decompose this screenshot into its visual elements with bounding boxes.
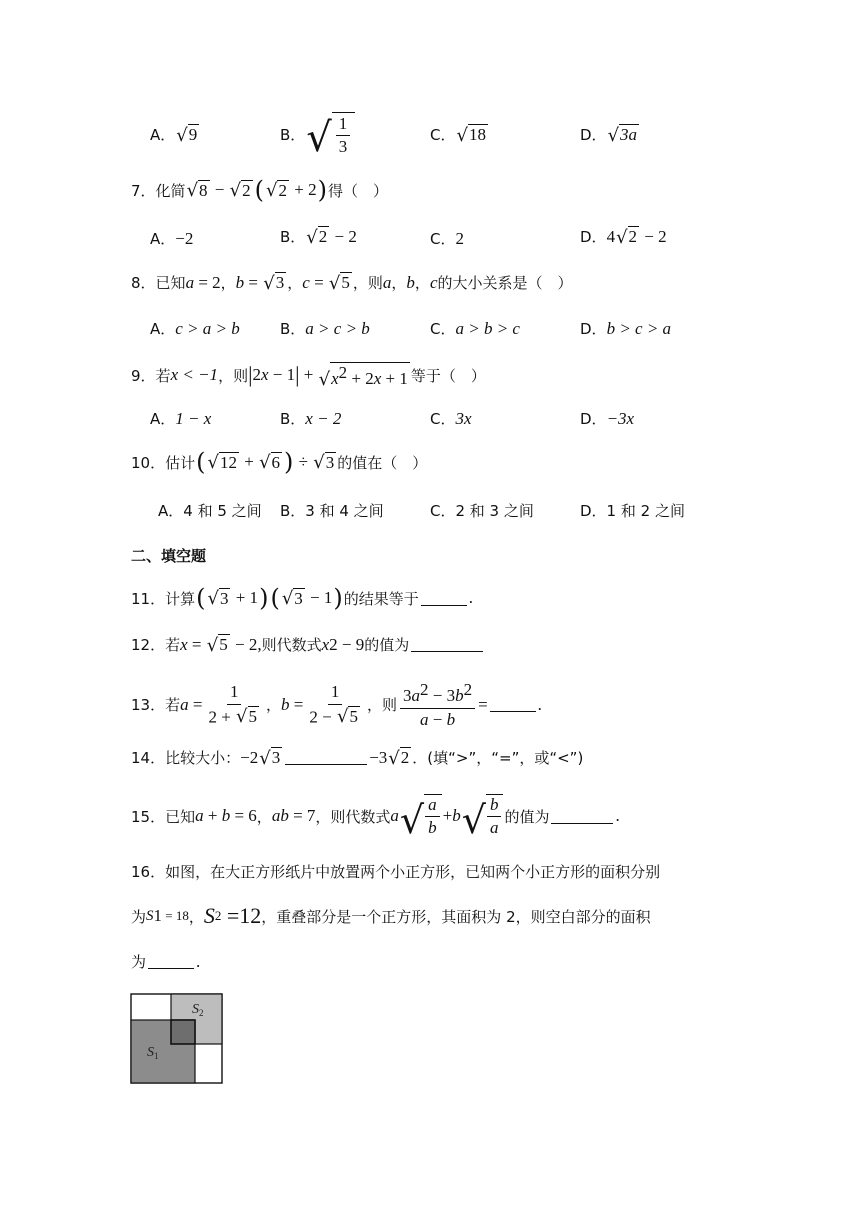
q7-option-b: B． √ 2 − 2	[280, 226, 357, 248]
q10-option-b: B．3 和 4 之间	[280, 502, 384, 520]
q9-option-a: A． 1 − x	[150, 408, 212, 428]
label-s2: $S_2$	[192, 1002, 204, 1018]
q7-option-a: A． −2	[150, 228, 194, 248]
question-8: 8． 已知 a = 2 ， b = √ 3 ， c = √ 5 ，则 a ， b ， c 的大小关系是（ ）	[131, 272, 573, 294]
question-13: 13． 若 a = 1 2 + √ 5 ， b = 1 2 − √ 5 ，则 $\frac{3a^2 - 3b^2}{a - b}$ = .	[131, 680, 542, 729]
q7-option-d: D． 4 √ 2 − 2	[580, 226, 667, 248]
question-16-line-2: 为 S 1 = 18 ， S 2 =12 ，重叠部分是一个正方形，其面积为 2，则空白部分的面积	[131, 903, 651, 928]
question-16-line-1: 16． 如图，在大正方形纸片中放置两个小正方形，已知两个小正方形的面积分别	[131, 863, 661, 881]
q9-option-b: B． x − 2	[280, 408, 342, 428]
question-9: 9． 若 x < −1 ，则 | 2 x − 1 | + √ $x^2 + 2x + 1$ 等于（ ）	[131, 362, 486, 390]
question-16-line-3: 为 .	[131, 951, 201, 971]
q10-option-c: C．2 和 3 之间	[430, 502, 534, 520]
q8-option-d: D． b > c > a	[580, 318, 672, 338]
q9-option-d: D． −3x	[580, 408, 635, 428]
answer-blank[interactable]	[421, 591, 467, 606]
answer-blank[interactable]	[148, 954, 194, 969]
answer-blank[interactable]	[285, 750, 367, 765]
question-10: 10． 估计 ( √ 12 + √ 6 ) ÷ √ 3 的值在（ ）	[131, 448, 428, 476]
question-11: 11． 计算 ( √ 3 + 1 ) ( √ 3 − 1 ) 的结果等于 .	[131, 584, 474, 612]
answer-blank[interactable]	[490, 697, 536, 712]
section-heading-fill-in: 二、填空题	[131, 547, 207, 565]
q6-option-d: D． √ 3a	[580, 124, 638, 146]
question-7: 7． 化简 √ 8 − √ 2 ( √ 2 + 2 ) 得（ ）	[131, 176, 388, 204]
q6-option-c: C． √ 18	[430, 124, 486, 146]
question-12: 12． 若 x = √ 5 − 2, 则代数式 x 2 − 9 的值为	[131, 634, 485, 655]
q10-option-a: A．4 和 5 之间	[158, 502, 262, 520]
q8-option-c: C． a > b > c	[430, 318, 520, 338]
q6-option-b: B． √ $\frac{1}{3}$	[280, 112, 356, 158]
answer-blank[interactable]	[551, 809, 613, 824]
q7-option-c: C． 2	[430, 228, 464, 248]
q9-option-c: C． 3x	[430, 408, 472, 428]
q8-option-b: B． a > c > b	[280, 318, 370, 338]
overlap-square	[171, 1020, 195, 1044]
question-15: 15． 已知 a + b = 6 ， ab = 7 ，则代数式 a √ $\frac{a}{b}$ + b √ $\frac{b}{a}$ 的值为 .	[131, 795, 620, 842]
label-s1: $S_1$	[147, 1045, 159, 1061]
answer-blank[interactable]	[411, 637, 483, 652]
squares-figure	[130, 993, 223, 1084]
q10-option-d: D．1 和 2 之间	[580, 502, 685, 520]
q6-option-a: A． √ 9	[150, 124, 198, 146]
q8-option-a: A． c > a > b	[150, 318, 240, 338]
squares-diagram	[130, 993, 223, 1084]
question-14: 14． 比较大小： −2 √ 3 −3 √ 2 ．(填“>”，“=”，或“<”)	[131, 747, 584, 769]
